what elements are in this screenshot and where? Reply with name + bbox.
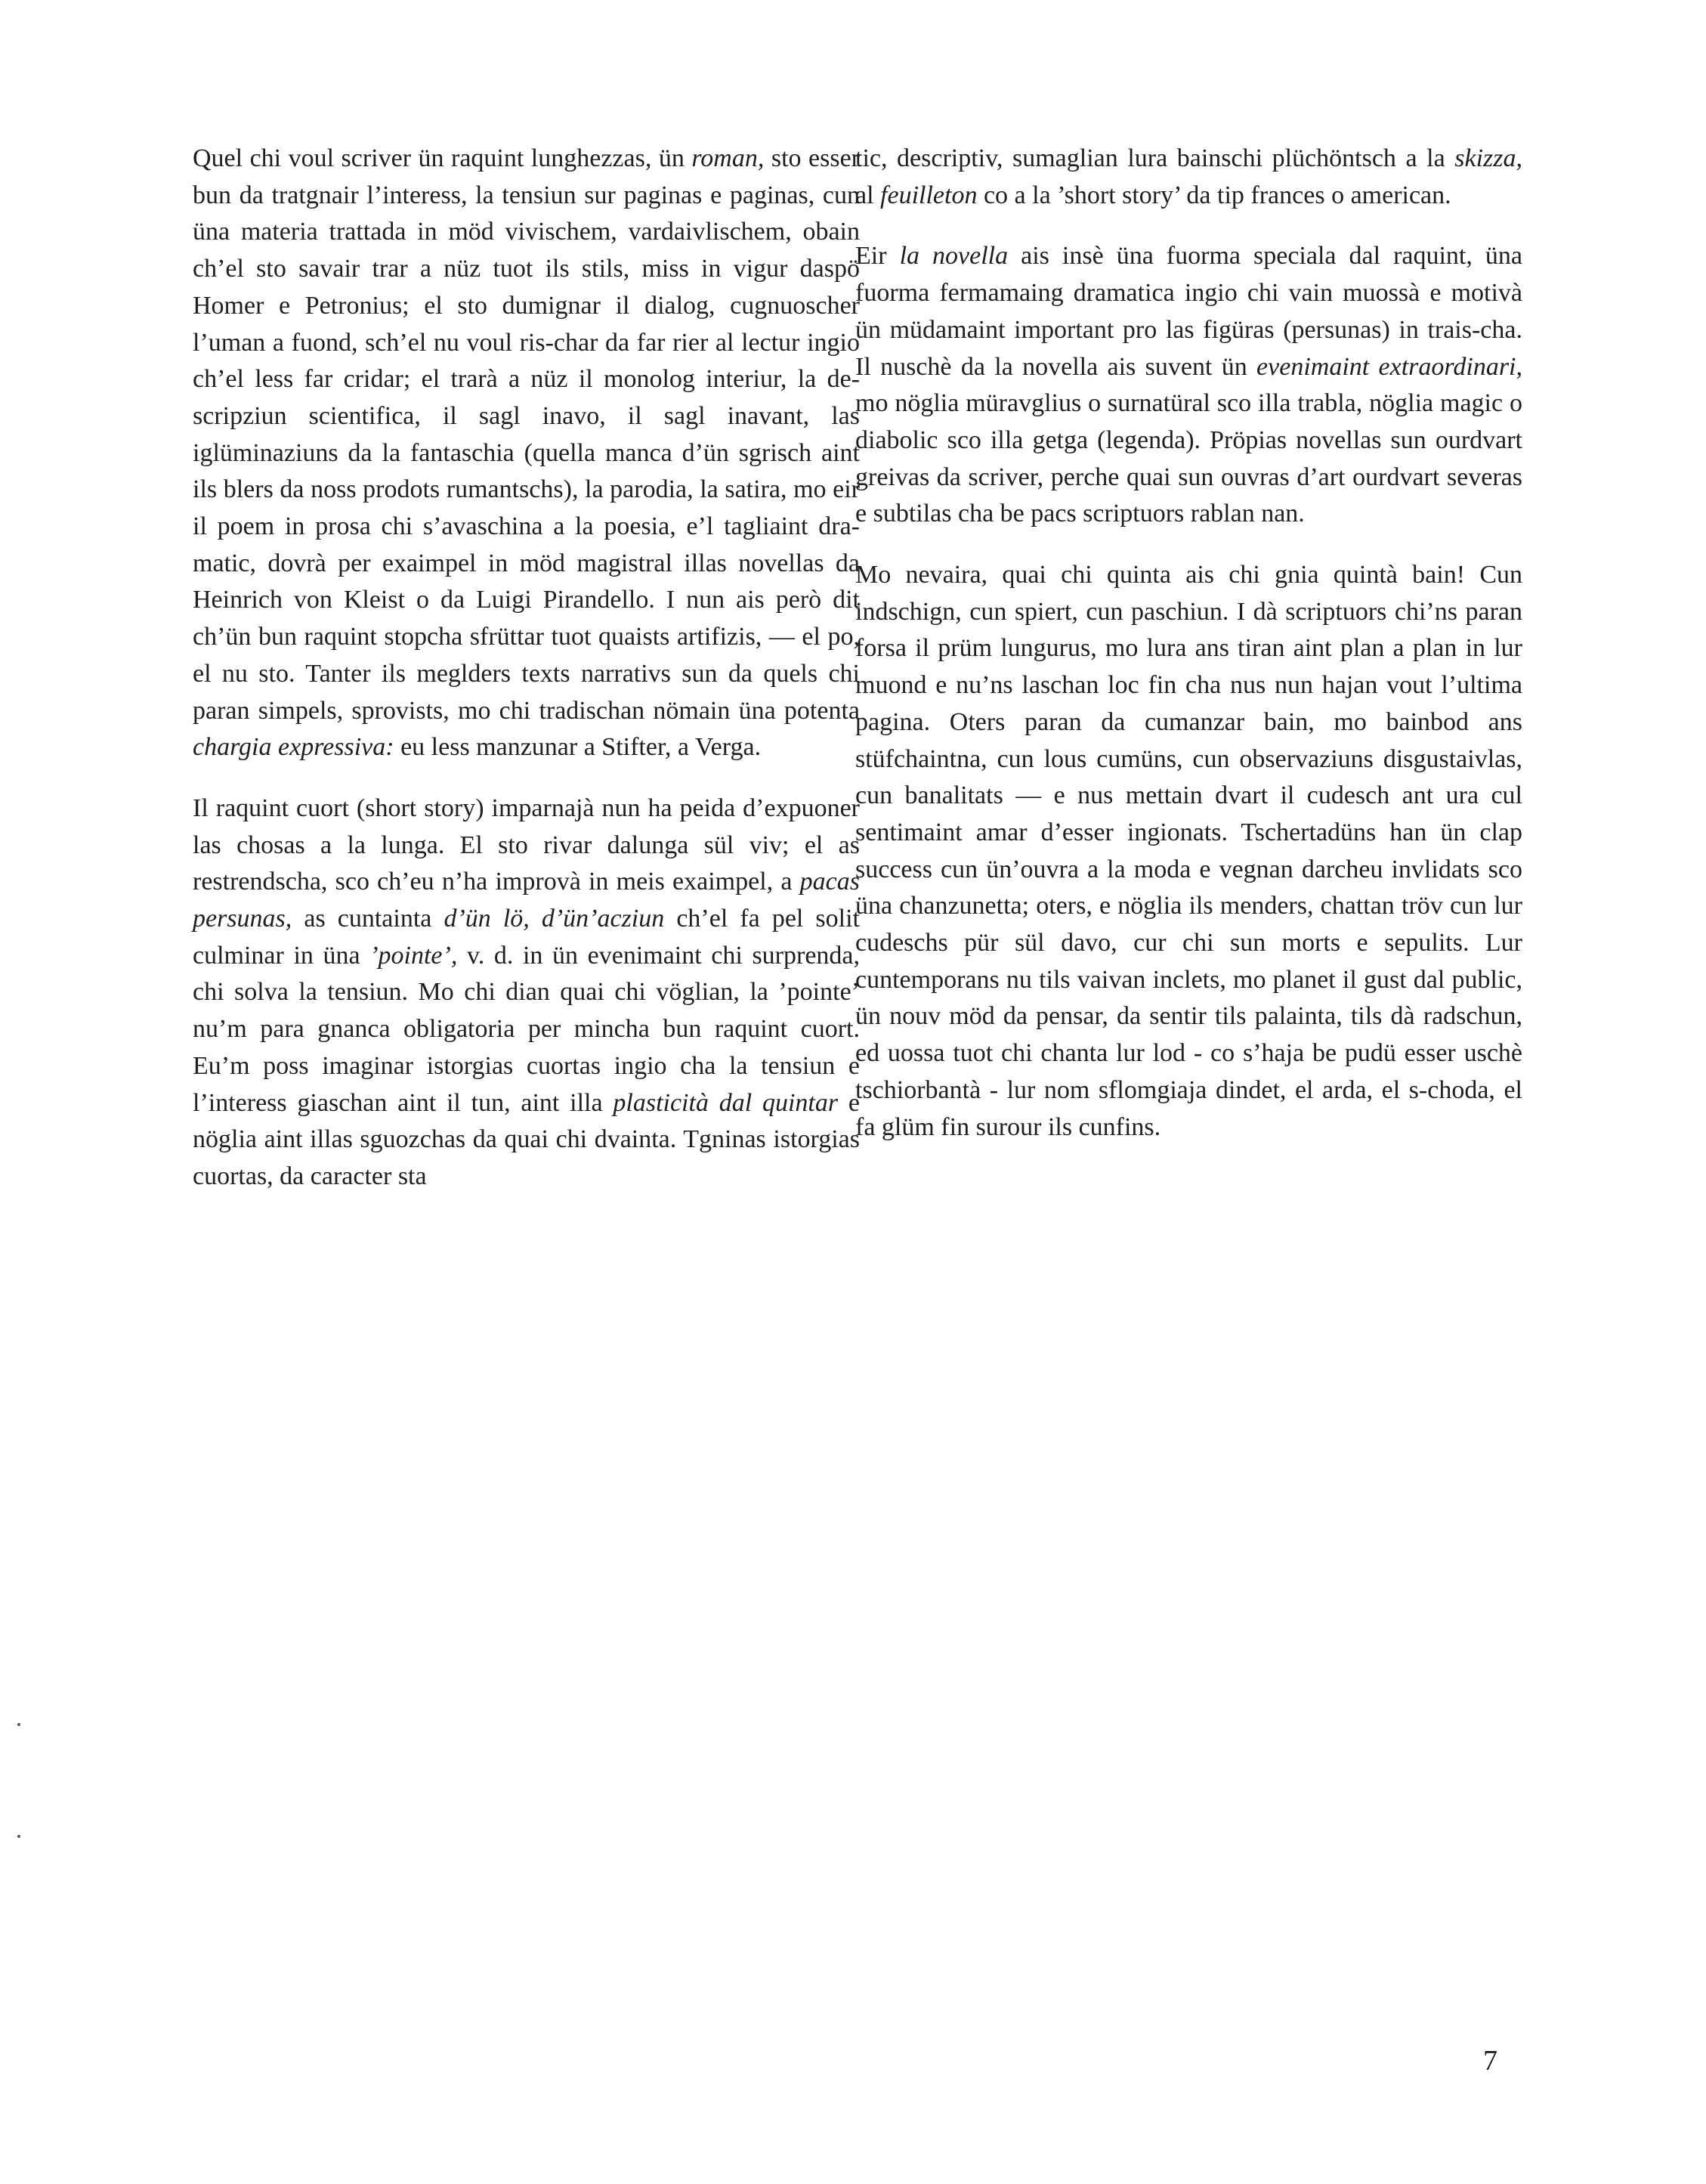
- text-run: mo nöglia müravglius o surnatüral sco illa trabla, nöglia magic o diabolic sco illa getga (legenda). Pröpias novellas sun ourdvart greivas da scriver, perche quai sun ouvras d’art ourdvart severas e subtilas cha be pacs scriptuors rablan nan.: [855, 389, 1522, 528]
- paragraph: [855, 557, 1522, 1146]
- right-column: [855, 141, 1522, 1146]
- left-column: [193, 141, 860, 1196]
- italic-text-run: roman,: [691, 144, 765, 172]
- text-run: eu less manzunar a Stifter, a Verga.: [394, 733, 762, 762]
- text-run: Eir: [855, 242, 900, 271]
- text-run: e nöglia aint illas sguozchas da quai chi dvainta. Tgninas istorgias cuortas, da caracter sta: [193, 1088, 860, 1190]
- text-run: ch’el fa pel solit culminar in üna: [193, 905, 861, 970]
- paragraph: [855, 238, 1522, 533]
- text-run: Mo nevaira, quai chi quinta ais chi gnia quintà bain! Cun indschign, cun spiert, cun paschiun. I dà scriptuors chi’ns paran forsa il prüm lungurus, mo lura ans tiran aint plan a plan in lur muond e nu’ns laschan loc fin cha nus nun hajan vout l’ultima pagina. Oters paran da cumanzar bain, mo bainbod ans stüfchaintna, cun lous cumüns, cun observaziuns disgustaivlas, cun banalitats — e nus mettain dvart il cudesch ant ura cul sentimaint amar d’esser ingionats. Tschertadüns han ün clap success cun ün’ouvra a la moda e vegnan darcheu invlidats sco üna chanzunetta; oters, e nöglia ils menders, chattan tröv cun lur cudeschs pür sül davo, cur chi sun morts e sepulits. Lur cuntemporans nu tils vaivan inclets, mo planet il gust dal public, ün nouv möd da pensar, da sentir tils palainta, tils dà radschun, ed uossa tuot chi chanta lur lod - co s’haja be pudü esser uschè tschiorbantà - lur nom sflomgiaja dindet, el arda, el s-choda, el fa glüm fin surour ils cunfins.: [855, 561, 1522, 1141]
- italic-text-run: ’pointe’,: [369, 941, 458, 970]
- italic-text-run: plasticità dal quintar: [613, 1088, 839, 1117]
- scan-speck: [17, 1723, 20, 1726]
- paragraph: [855, 141, 1522, 214]
- text-run: as cuntainta: [292, 905, 444, 933]
- text-run: sto esser bun da tratgnair l’interess, la tensiun sur paginas e paginas, cun üna materia trattada in möd vivischem, vardaivlischem, obain ch’el sto savair trar a nüz tuot ils stils, miss in vigur daspö Homer e Petronius; el sto dumignar il dialog, cugnuoscher l’uman a fuond, sch’el nu voul ris-char da far rier al lectur ingio ch’el less far cridar; el trarà a nüz il monolog interiur, la descripziun scientifica, il sagl inavo, il sagl inavant, las iglüminaziuns da la fantaschia (quella manca d’ün sgrisch aint ils blers da noss prodots rumantschs), la parodia, la satira, mo eir il poem in prosa chi s’avaschina a la poesia, e’l tagliaint dramatic, dovrà per exaimpel in möd magistral illas novellas da Heinrich von Kleist o da Luigi Pirandello. I nun ais però dit ch’ün bun raquint stopcha sfrüttar tuot quaists artifizis, — el po, el nu sto. Tanter ils meglders texts narrativs sun da quels chi paran simpels, sprovists, mo chi tradischan nömain üna potenta: [193, 144, 860, 725]
- text-run: al: [855, 181, 881, 209]
- scan-speck: [17, 1835, 20, 1838]
- text-run: tic, descriptiv, sumaglian lura bainschi plüchöntsch a la: [855, 144, 1455, 172]
- italic-text-run: feuilleton: [880, 181, 978, 209]
- text-run: ais insè üna fuorma speciala dal raquint, üna fuorma fermamaing dramatica ingio chi vain muossà e motivà ün müdamaint important pro las figüras (persunas) in trais-cha. Il nuschè da la novella ais suvent ün: [855, 242, 1522, 381]
- page-number: 7: [1483, 2045, 1497, 2077]
- italic-text-run: pacas persunas,: [193, 868, 860, 933]
- text-run: v. d. in ün evenimaint chi surprenda, chi solva la tensiun. Mo chi dian quai chi vöglian, la ’pointe’ nu’m para gnanca obligatoria per mincha bun raquint cuort. Eu’m poss imaginar istorgias cuortas ingio cha la tensiun e l’interess giaschan aint il tun, aint illa: [193, 941, 861, 1117]
- italic-text-run: skizza,: [1454, 144, 1522, 172]
- text-run: Il raquint cuort (short story) imparnajà nun ha peida d’expuoner las chosas a la lunga. El sto rivar dalunga sül viv; el as restrendscha, sco ch’eu n’ha improvà in meis exaimpel, a: [193, 793, 860, 896]
- italic-text-run: evenimaint extraordinari,: [1256, 352, 1522, 381]
- text-run: Quel chi voul scriver ün raquint lunghezzas, ün: [193, 144, 692, 172]
- text-run: co a la ’short story’ da tip frances o american.: [977, 181, 1451, 209]
- paragraph: [193, 790, 860, 1196]
- paragraph: [193, 141, 860, 766]
- italic-text-run: la novella: [899, 242, 1009, 271]
- italic-text-run: d’ün lö, d’ün’acziun: [443, 905, 665, 933]
- italic-text-run: chargia expressiva:: [193, 733, 394, 762]
